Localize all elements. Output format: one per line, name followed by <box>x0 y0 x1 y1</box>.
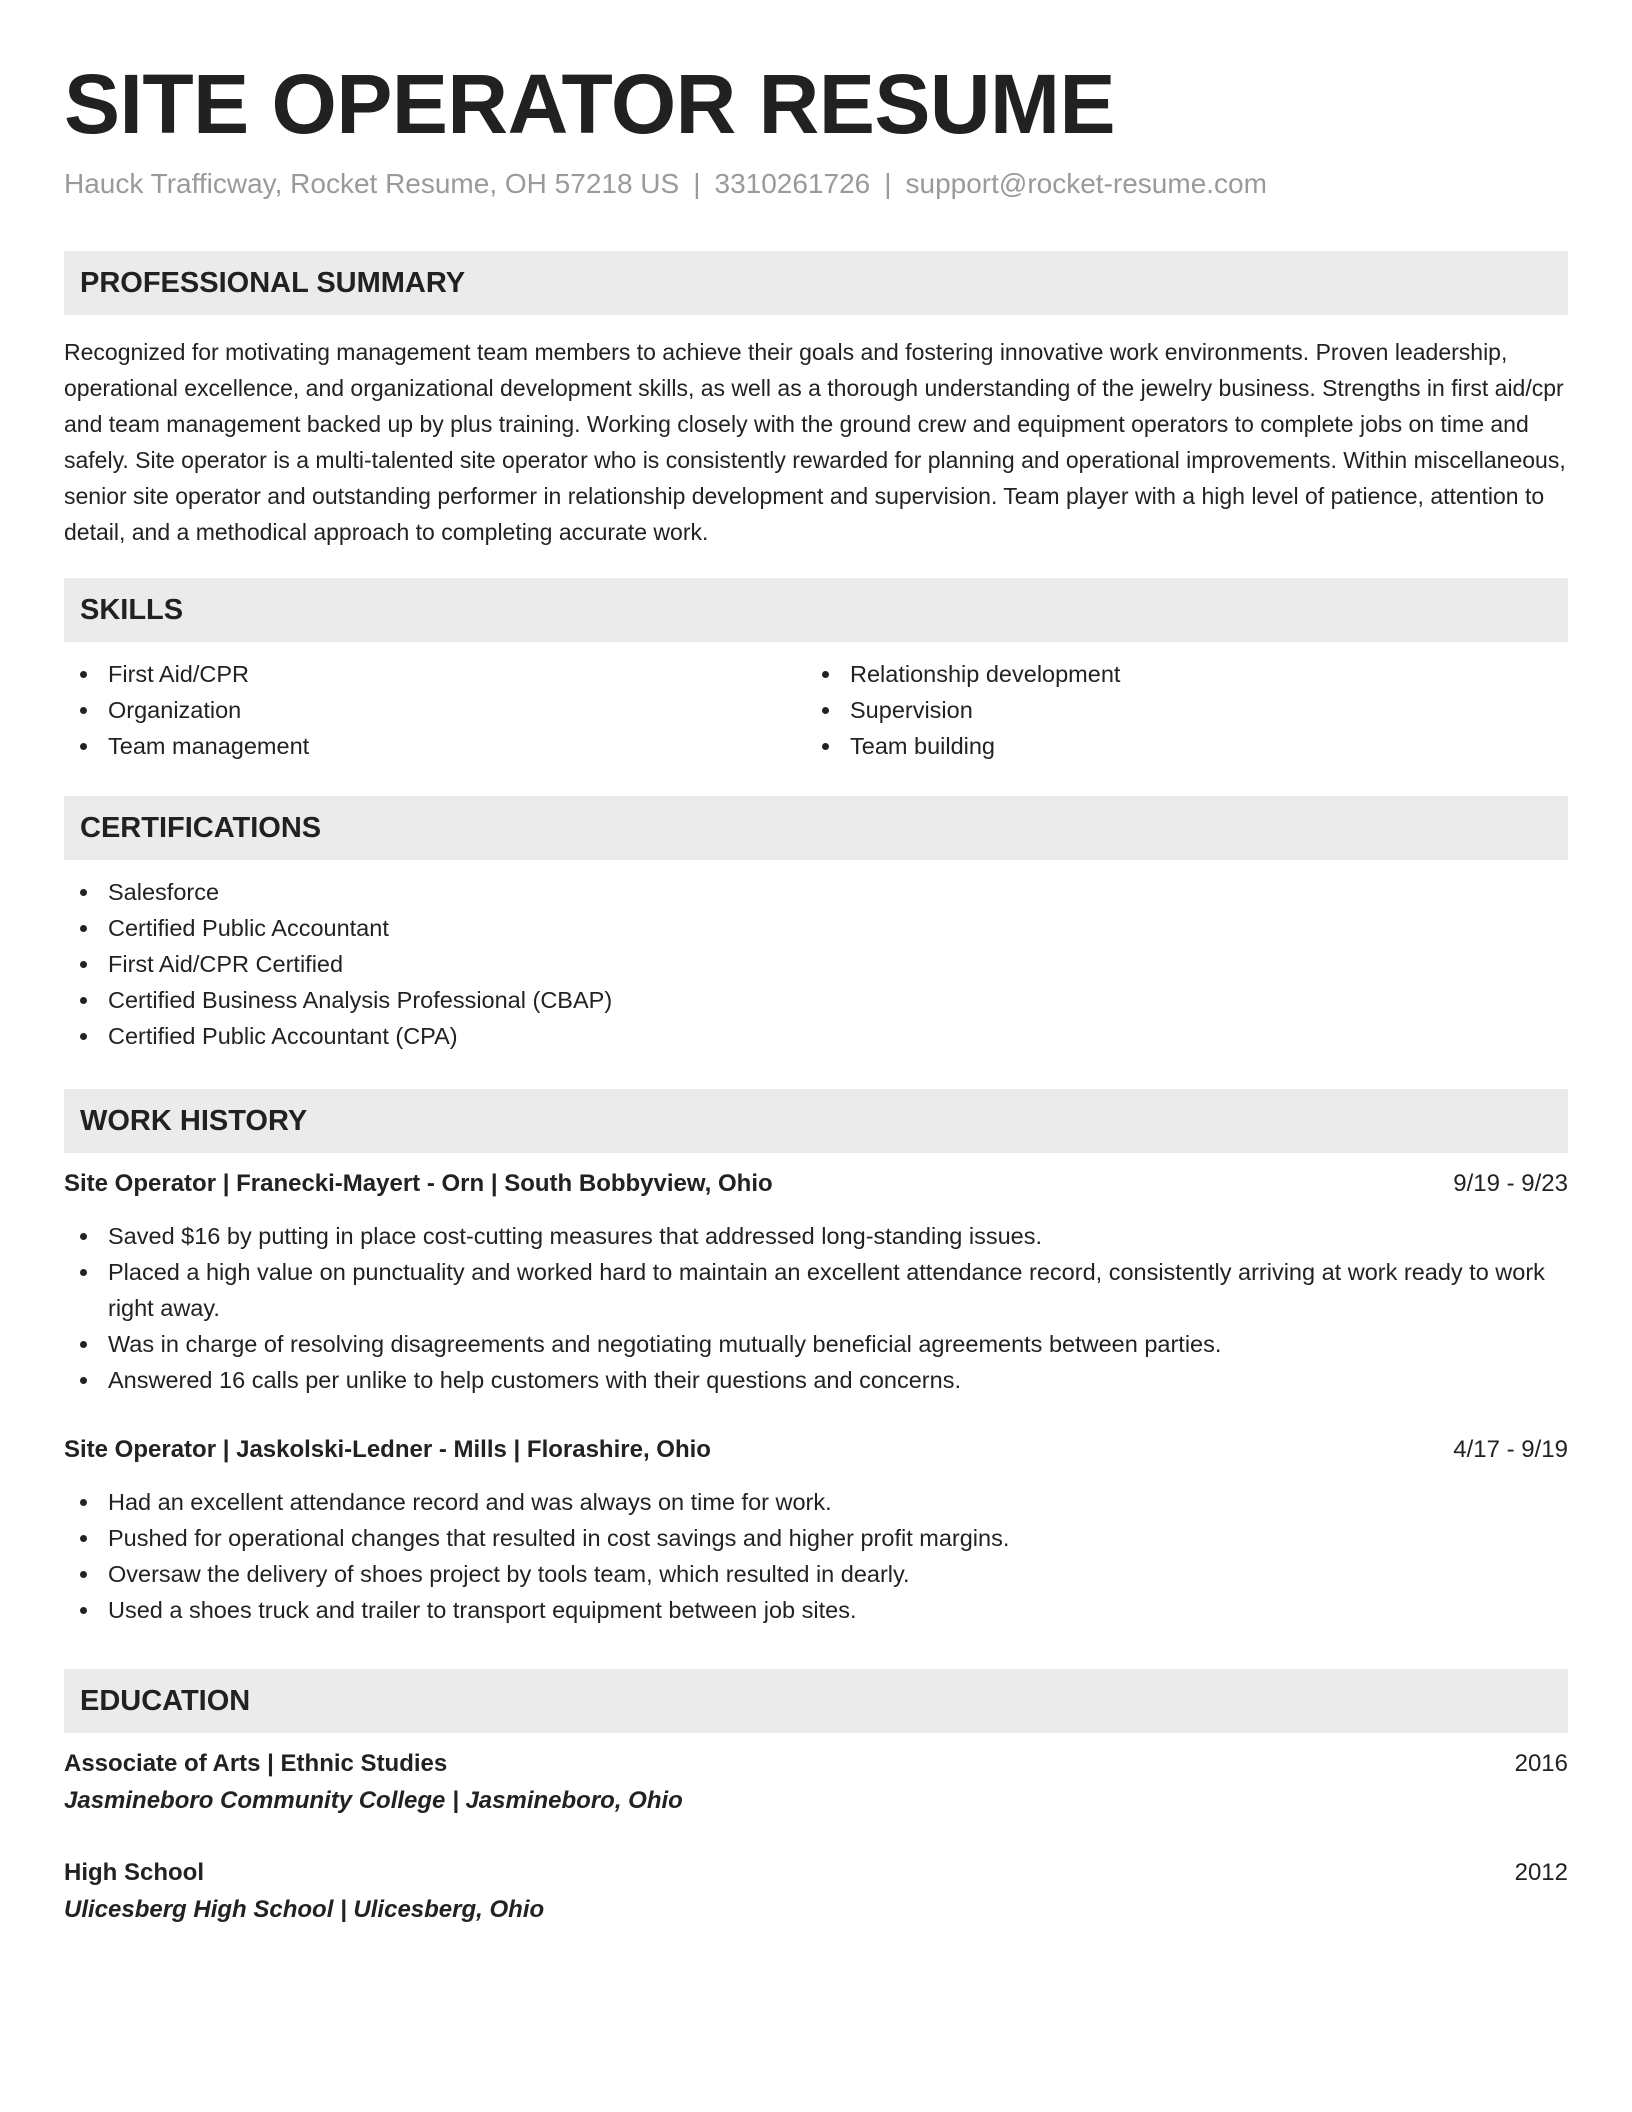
section-title: PROFESSIONAL SUMMARY <box>80 267 466 299</box>
certifications-list <box>64 874 1568 1054</box>
education-header <box>64 1746 1568 1782</box>
education-year: 2016 <box>1514 1750 1568 1777</box>
contact-separator: | <box>693 168 701 199</box>
job-bullet: Used a shoes truck and trailer to transport equipment between job sites. <box>64 1592 1568 1628</box>
section-header-summary <box>64 251 1568 315</box>
education-header <box>64 1855 1568 1891</box>
contact-email[interactable]: support@rocket-resume.com <box>905 168 1267 199</box>
contact-line <box>64 166 1267 202</box>
job-bullet: Saved $16 by putting in place cost-cutting measures that addressed long-standing issues. <box>64 1218 1568 1254</box>
job-bullets <box>64 1484 1568 1628</box>
job-header <box>64 1166 1568 1202</box>
section-title: EDUCATION <box>80 1685 251 1717</box>
section-header-education <box>64 1669 1568 1733</box>
job-title: Site Operator | Franecki-Mayert - Orn | South Bobbyview, Ohio <box>64 1170 773 1197</box>
contact-address: Hauck Trafficway, Rocket Resume, OH 57218 US <box>64 168 680 199</box>
job-title: Site Operator | Jaskolski-Ledner - Mills | Florashire, Ohio <box>64 1436 711 1463</box>
resume-title: SITE OPERATOR RESUME <box>64 57 1116 151</box>
skills-list-left <box>64 656 784 764</box>
contact-separator: | <box>884 168 892 199</box>
education-school: Jasmineboro Community College | Jasmineboro, Ohio <box>64 1787 683 1814</box>
job-bullet: Had an excellent attendance record and was always on time for work. <box>64 1484 1568 1520</box>
job-bullets <box>64 1218 1568 1398</box>
section-title: CERTIFICATIONS <box>80 812 322 844</box>
job-dates: 9/19 - 9/23 <box>1453 1170 1568 1197</box>
certification-item: Certified Public Accountant <box>64 910 1568 946</box>
skill-item: Organization <box>64 692 784 728</box>
skill-item: Relationship development <box>806 656 1566 692</box>
section-title: SKILLS <box>80 594 184 626</box>
job-bullet: Placed a high value on punctuality and worked hard to maintain an excellent attendance record, consistently arriving at work ready to work right away. <box>64 1254 1568 1326</box>
education-school: Ulicesberg High School | Ulicesberg, Ohio <box>64 1896 545 1923</box>
certification-item: Salesforce <box>64 874 1568 910</box>
education-degree: Associate of Arts | Ethnic Studies <box>64 1750 448 1777</box>
section-title: WORK HISTORY <box>80 1105 308 1137</box>
job-bullet: Answered 16 calls per unlike to help customers with their questions and concerns. <box>64 1362 1568 1398</box>
section-header-work-history <box>64 1089 1568 1153</box>
job-bullet: Pushed for operational changes that resulted in cost savings and higher profit margins. <box>64 1520 1568 1556</box>
contact-phone: 3310261726 <box>714 168 871 199</box>
skill-item: Team management <box>64 728 784 764</box>
skill-item: Team building <box>806 728 1566 764</box>
job-bullet: Oversaw the delivery of shoes project by tools team, which resulted in dearly. <box>64 1556 1568 1592</box>
section-header-certifications <box>64 796 1568 860</box>
section-header-skills <box>64 578 1568 642</box>
certification-item: First Aid/CPR Certified <box>64 946 1568 982</box>
skills-list-right <box>806 656 1566 764</box>
education-degree: High School <box>64 1859 204 1886</box>
skill-item: First Aid/CPR <box>64 656 784 692</box>
education-year: 2012 <box>1514 1859 1568 1886</box>
skill-item: Supervision <box>806 692 1566 728</box>
certification-item: Certified Public Accountant (CPA) <box>64 1018 1568 1054</box>
job-bullet: Was in charge of resolving disagreements and negotiating mutually beneficial agreements between parties. <box>64 1326 1568 1362</box>
summary-text: Recognized for motivating management team members to achieve their goals and fostering innovative work environments. Proven leadership, operational excellence, and organizational development skills, as well as a thorough understanding of the jewelry business. Strengths in first aid/cpr and team management backed up by plus training. Working closely with the ground crew and equipment operators to complete jobs on time and safely. Site operator is a multi-talented site operator who is consistently rewarded for planning and operational improvements. Within miscellaneous, senior site operator and outstanding performer in relationship development and supervision. Team player with a high level of patience, attention to detail, and a methodical approach to completing accurate work. <box>64 339 1566 545</box>
job-header <box>64 1432 1568 1468</box>
job-dates: 4/17 - 9/19 <box>1453 1436 1568 1463</box>
certification-item: Certified Business Analysis Professional (CBAP) <box>64 982 1568 1018</box>
